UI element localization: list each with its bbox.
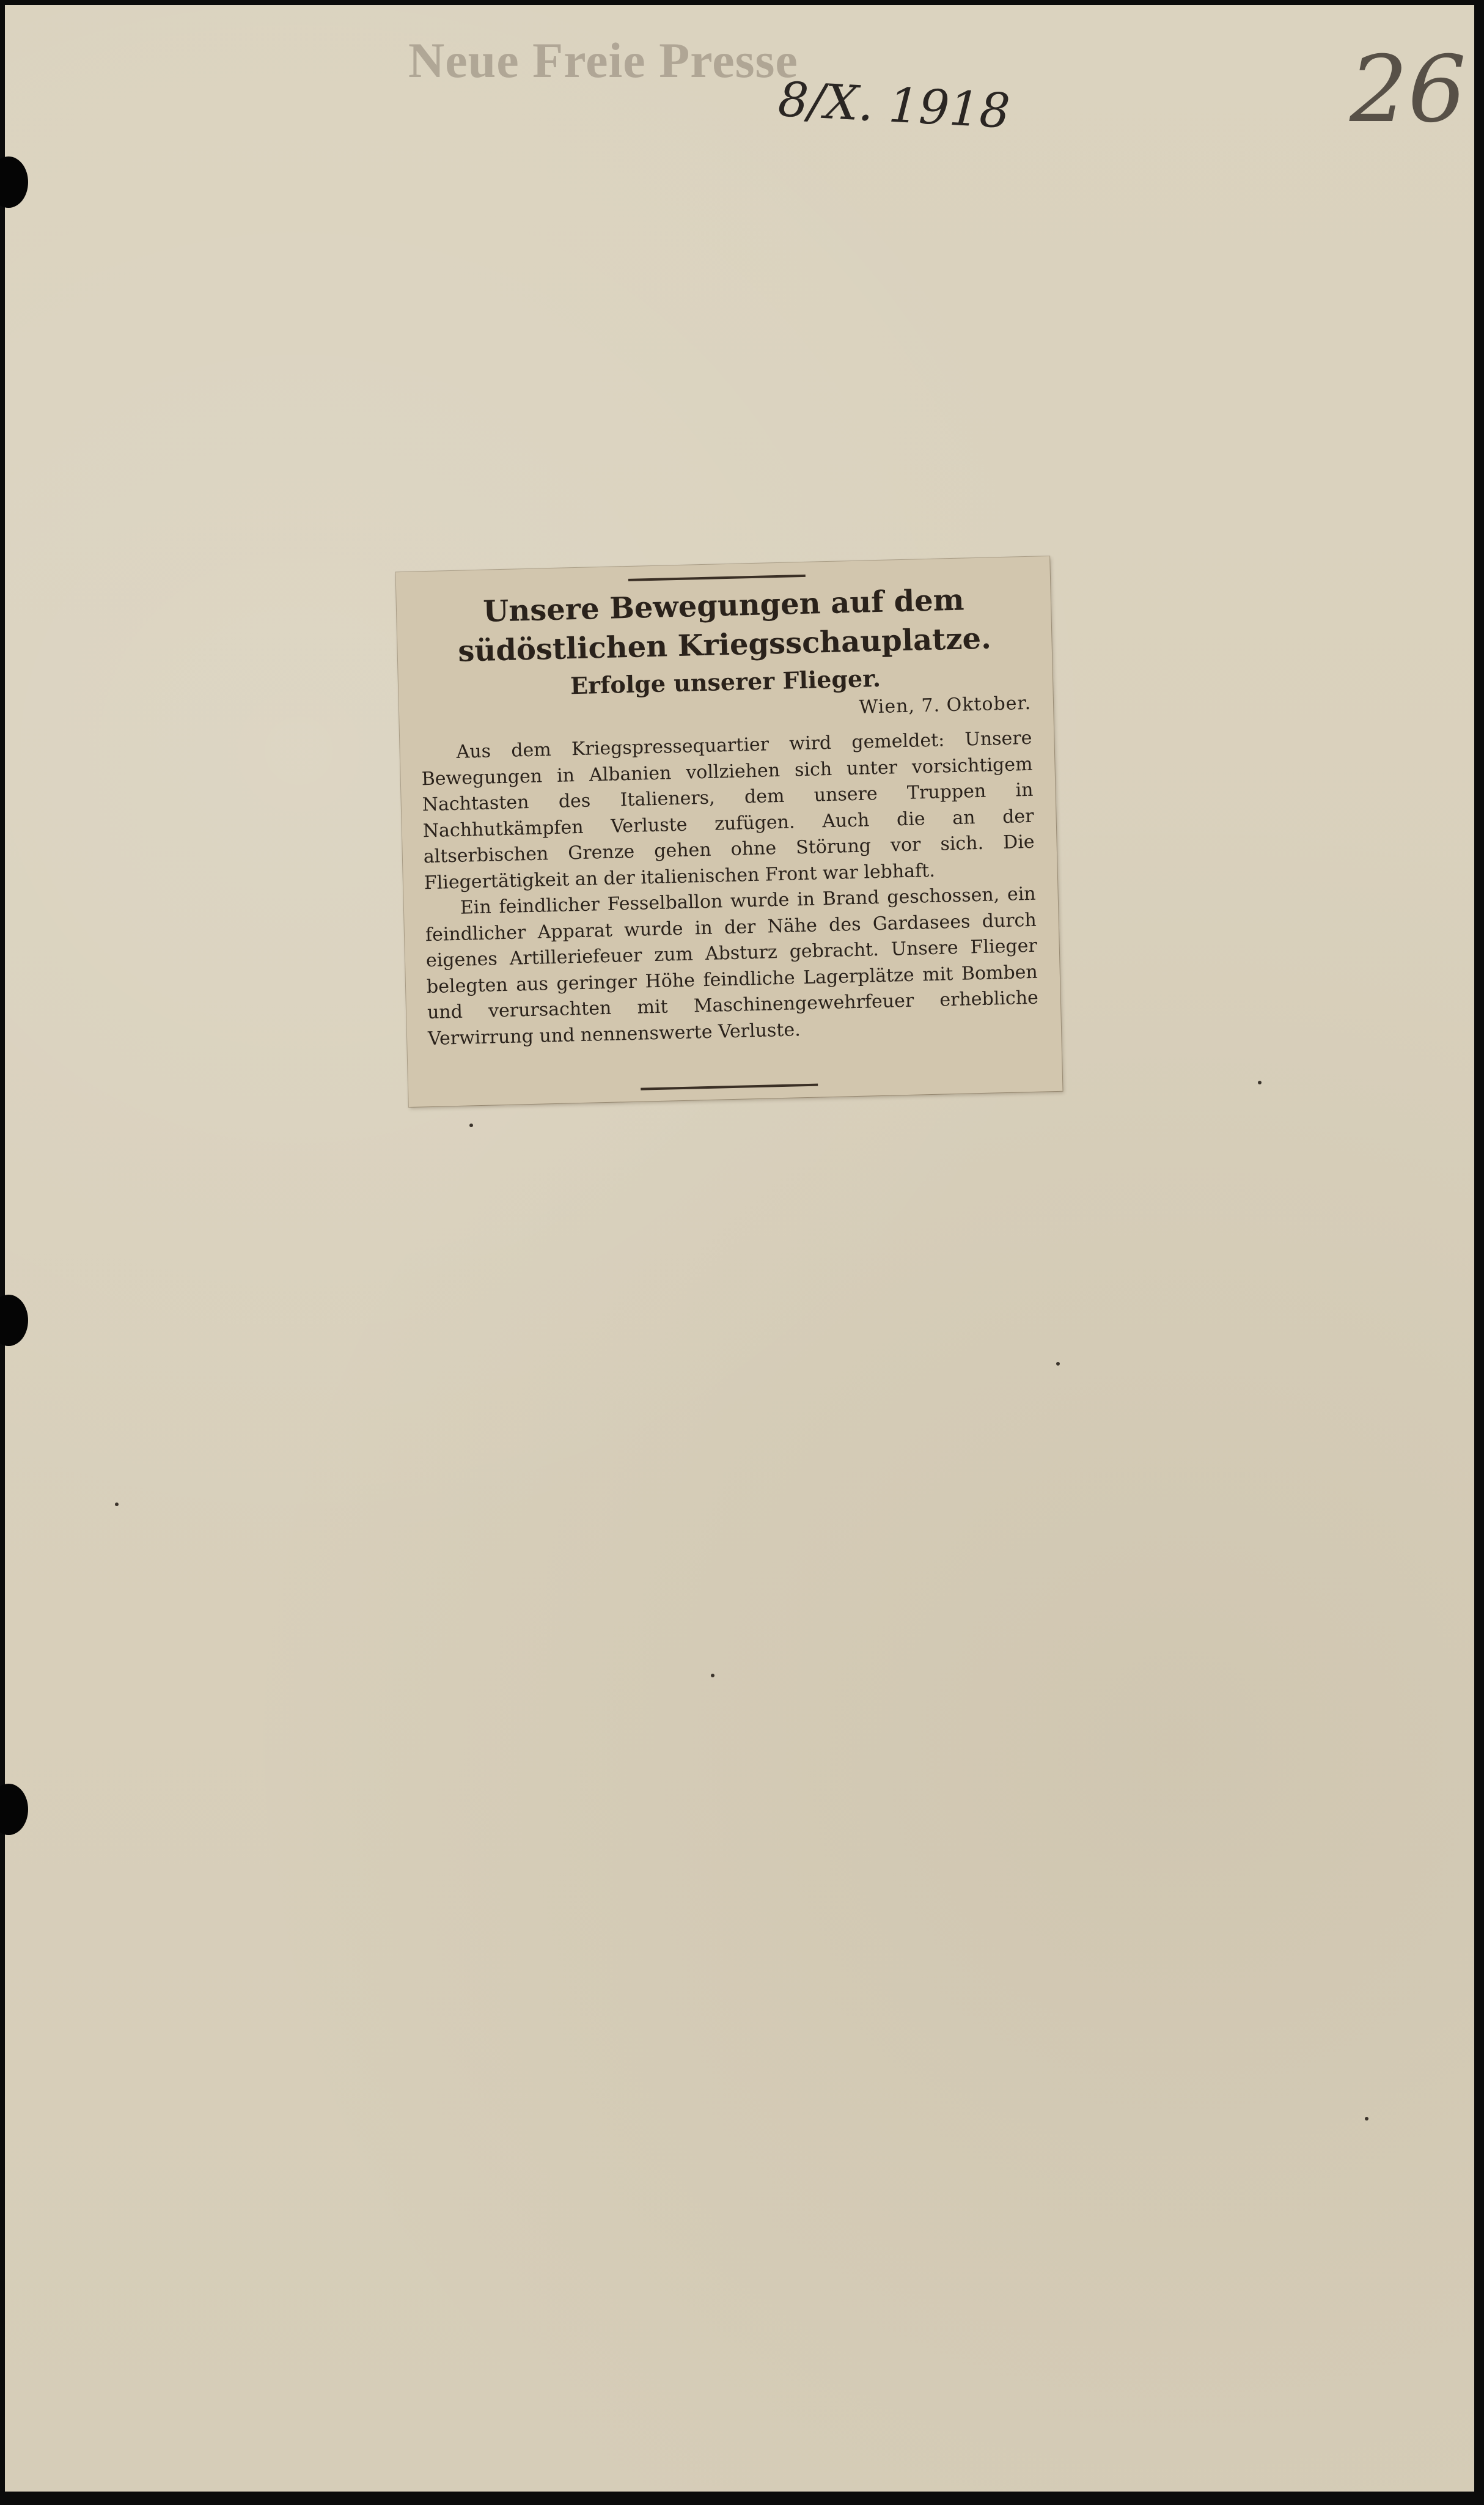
clipping-subheadline: Erfolge unserer Flieger. bbox=[570, 664, 881, 700]
clipping-top-rule bbox=[628, 575, 806, 581]
archive-sheet bbox=[5, 5, 1474, 2492]
paper-speck bbox=[1258, 1081, 1262, 1084]
handwritten-date: 8/X. 1918 bbox=[776, 72, 1012, 139]
newspaper-clipping bbox=[395, 556, 1062, 1107]
clipping-paragraph: Ein feindlicher Fesselballon wurde in Brand geschossen, ein feindlicher Apparat wurde in der Nähe des Gardasees durch eigenes Artilleriefeuer zum Absturz gebracht. Unsere Flieger belegten aus geringer Höhe feindliche Lagerplätze mit Bomben und verursachten mit Maschinengewehrfeuer erhebliche Verwirrung und nennenswerte Verluste. bbox=[425, 883, 1039, 1050]
clipping-body bbox=[421, 726, 1039, 1052]
punch-hole bbox=[0, 156, 28, 208]
folio-number: 26 bbox=[1350, 37, 1466, 143]
paper-speck bbox=[1056, 1362, 1060, 1366]
punch-hole bbox=[0, 1295, 28, 1346]
newspaper-stamp: Neue Freie Presse bbox=[408, 32, 798, 88]
paper-speck bbox=[1365, 2117, 1368, 2121]
punch-hole bbox=[0, 1784, 28, 1835]
clipping-dateline: Wien, 7. Oktober. bbox=[859, 692, 1032, 718]
clipping-bottom-rule bbox=[641, 1084, 818, 1091]
paper-speck bbox=[711, 1674, 714, 1677]
clipping-headline: Unsere Bewegungen auf dem südöstlichen Kriegsschauplatze. bbox=[457, 583, 992, 669]
paper-speck bbox=[469, 1124, 473, 1127]
clipping-paragraph: Aus dem Kriegspressequartier wird gemeldet: Unsere Bewegungen in Albanien vollziehen sich unter vorsichtigem Nachtasten des Italieners, dem unsere Truppen in Nachhutkämpfen Verluste zufügen. Auch die an der altserbischen Grenze gehen ohne Störung vor sich. Die Fliegertätigkeit an der italienischen Front war lebhaft. bbox=[421, 727, 1035, 894]
paper-speck bbox=[115, 1503, 119, 1506]
